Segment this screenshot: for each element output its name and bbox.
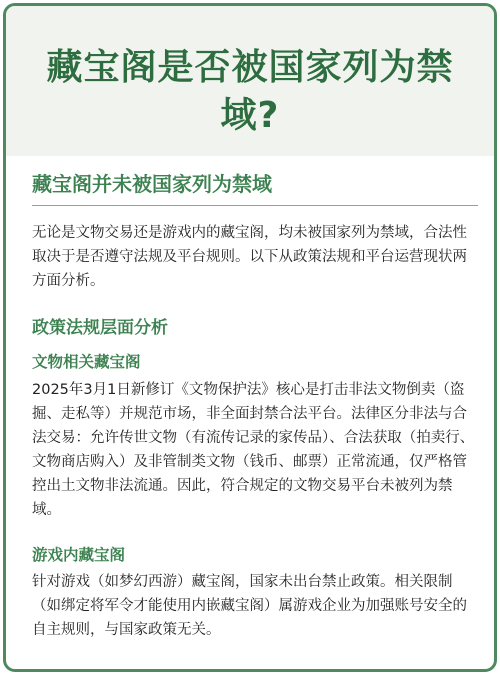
document-card (3, 3, 497, 672)
cultural-relics-paragraph: 2025年3月1日新修订《文物保护法》核心是打击非法文物倒卖（盗掘、走私等）并规范市场，非全面封禁合法平台。法律区分非法与合法交易：允许传世文物（有流传记录的家传品）、合法获取（拍卖行、文物商店购入）及非管制类文物（钱币、邮票）正常流通，仅严格管控出土文物非法流通。因此，符合规定的文物交易平台未被列为禁域。 (32, 382, 475, 518)
title-banner (6, 6, 494, 156)
section-title: 藏宝阁并未被国家列为禁域 (32, 172, 272, 196)
page-title: 藏宝阁是否被国家列为禁域? (46, 47, 454, 136)
cultural-relics-heading: 文物相关藏宝阁 (32, 353, 141, 371)
game-heading: 游戏内藏宝阁 (32, 546, 126, 564)
game-paragraph: 针对游戏（如梦幻西游）藏宝阁，国家未出台禁止政策。相关限制（如绑定将军令才能使用内嵌藏宝阁）属游戏企业为加强账号安全的自主规则，与国家政策无关。 (32, 574, 467, 638)
policy-heading: 政策法规层面分析 (32, 318, 168, 338)
section-divider (32, 205, 478, 206)
intro-paragraph: 无论是文物交易还是游戏内的藏宝阁，均未被国家列为禁域，合法性取决于是否遵守法规及平台规则。以下从政策法规和平台运营现状两方面分析。 (32, 225, 467, 289)
